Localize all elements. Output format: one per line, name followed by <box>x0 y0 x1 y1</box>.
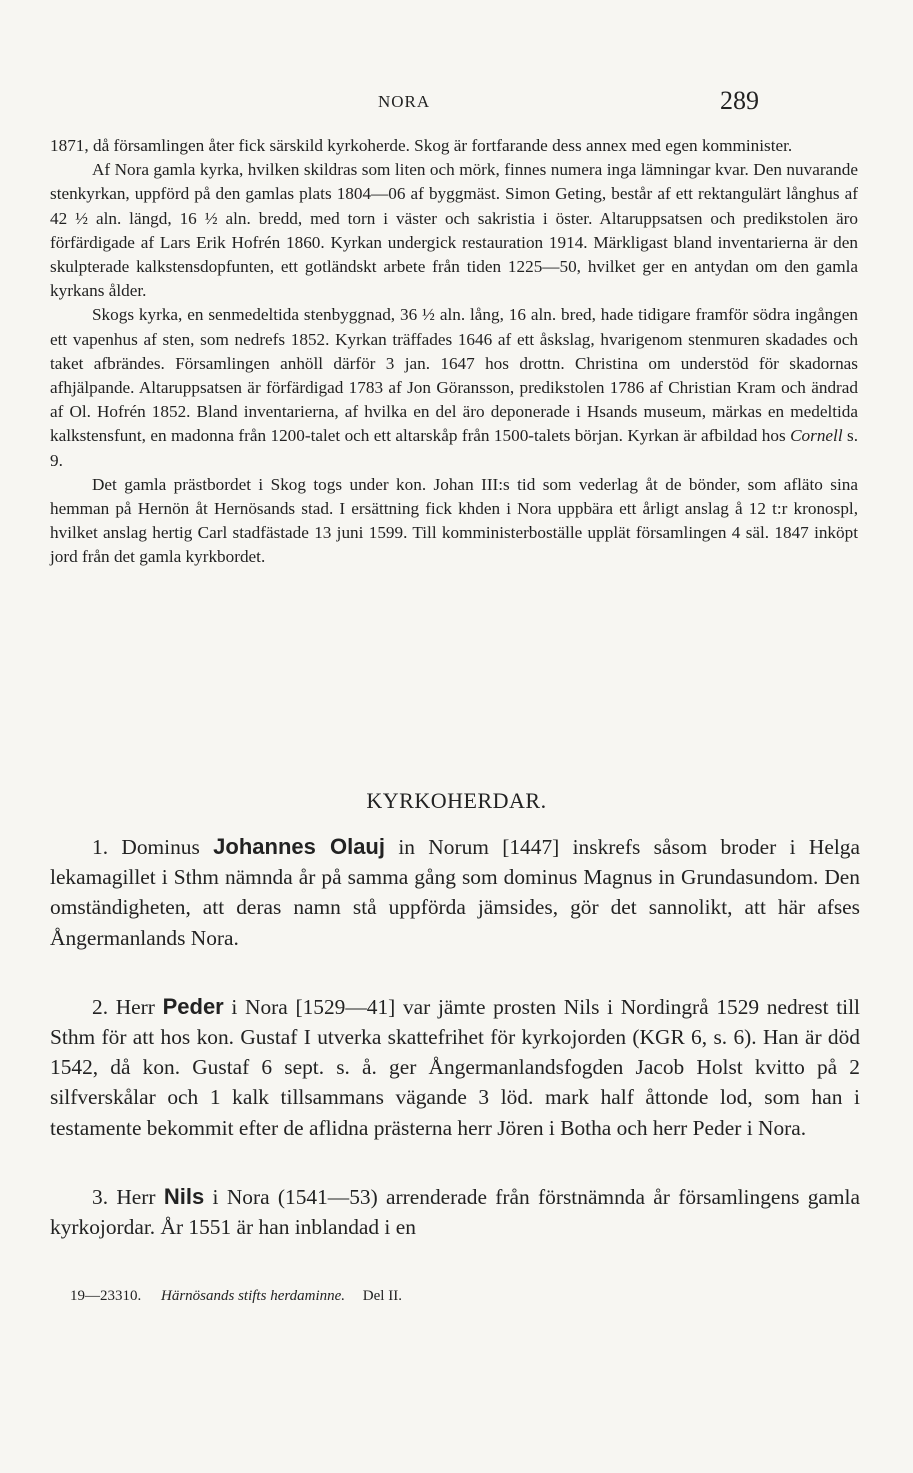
citation-author: Cornell <box>790 426 843 446</box>
paragraph: Det gamla prästbordet i Skog togs under kon. Johan III:s tid som vederlag åt de bönder, som afläto sina hemman på Hernön åt Hernösands stad. I ersättning fick khden i Nora uppbära ett årligt anslag å 12 t:r kronospl, hvilket anslag hertig Carl stadfästade 13 juni 1599. Till komministerboställe upplät församlingen 4 säl. 1847 inköpt jord från det gamla kyrkbordet. <box>50 474 858 567</box>
section-heading: KYRKOHERDAR. <box>366 788 547 813</box>
paragraph: Af Nora gamla kyrka, hvilken skildras som liten och mörk, finnes numera inga lämningar kvar. Den nuvarande stenkyrkan, uppförd på den gamlas plats 1804—06 af byggmäst. Simon Geting, består af ett rektangulärt långhus af 42 ½ aln. längd, 16 ½ aln. bredd, med torn i väster och sakristia i öster. Altaruppsatsen och predikstolen äro förfärdigade af Lars Erik Hofrén 1860. Kyrkan undergick restauration 1914. Märkligast bland inventarierna är den skulpterade kalkstensdopfunten, ett gotländskt arbete från tiden 1225—50, hvilket ger en antydan om den gamla kyrkans ålder. <box>50 160 858 301</box>
paragraph <box>50 303 858 472</box>
entry-name: Johannes Olauj <box>213 834 385 859</box>
list-item <box>50 1182 860 1242</box>
list-item <box>50 832 860 953</box>
entry-text: i Nora [1529—41] var jämte prosten Nils i Nordingrå 1529 nedrest till Sthm för att hos kon. Gustaf I utverka skattefrihet för kyrkojorden (KGR 6, s. 6). Han är död 1542, då kon. Gustaf 6 sept. s. å. ger Ångermanlandsfogden Jacob Holst kvitto på 2 silfverskålar och 1 kalk tillsammans vägande 3 löd. mark half åttonde lod, som han i testamente bekommit efter de aflidna prästerna herr Jören i Botha och herr Peder i Nora. <box>50 994 860 1140</box>
body-text <box>50 134 858 570</box>
entry-prefix: 2. Herr <box>92 994 163 1019</box>
paragraph-text: Skogs kyrka, en senmedeltida stenbyggnad, 36 ½ aln. lång, 16 aln. bred, hade tidigare framför södra ingången ett vapenhus af sten, som nedrefs 1852. Kyrkan träffades 1646 af ett åskslag, hvarigenom stenmuren skadades och taket afbrändes. Församlingen anhöll därför 3 jan. 1647 hos drottn. Christina om understöd för skadornas afhjälpande. Altaruppsatsen är förfärdigad 1783 af Jon Göransson, predikstolen 1786 af Christian Kram och ändrad af Ol. Hofrén 1852. Bland inventarierna, af hvilka en del äro deponerade i Hsands museum, märkas en medeltida kalkstensfunt, en madonna från 1200-talet och ett altarskåp från 1500-talets början. Kyrkan är afbildad hos <box>50 305 858 446</box>
running-title: NORA <box>378 92 431 111</box>
entry-name: Peder <box>162 993 224 1019</box>
citation-ref: s. 9. <box>50 426 859 470</box>
entry-text: in Norum [1447] inskrefs såsom broder i Helga lekamagillet i Sthm nämnda år på samma gång som dominus Magnus in Grundasundom. Den omständigheten, att deras namn stå uppförda jämsides, gör det sannolikt, att här afses Ångermanlands Nora. <box>50 835 860 950</box>
entry-prefix: 1. Dominus <box>92 835 214 859</box>
entry-text: i Nora (1541—53) arrenderade från förstnämnda år församlingens gamla kyrkojordar. År 1551 är han inblandad i en <box>50 1184 860 1240</box>
printer-signature: 19—23310. <box>70 1288 142 1304</box>
entry-prefix: 3. Herr <box>92 1184 164 1209</box>
volume-label: Del II. <box>362 1288 402 1304</box>
footer <box>70 1288 402 1305</box>
page-number: 289 <box>720 86 759 115</box>
paragraph: 1871, då församlingen åter fick särskild kyrkoherde. Skog är fortfarande dess annex med egen komminister. <box>50 136 793 155</box>
publication-title: Härnösands stifts herdaminne. <box>161 1288 346 1304</box>
entry-name: Nils <box>163 1183 205 1209</box>
clergy-list <box>50 832 860 1281</box>
list-item <box>50 992 860 1143</box>
